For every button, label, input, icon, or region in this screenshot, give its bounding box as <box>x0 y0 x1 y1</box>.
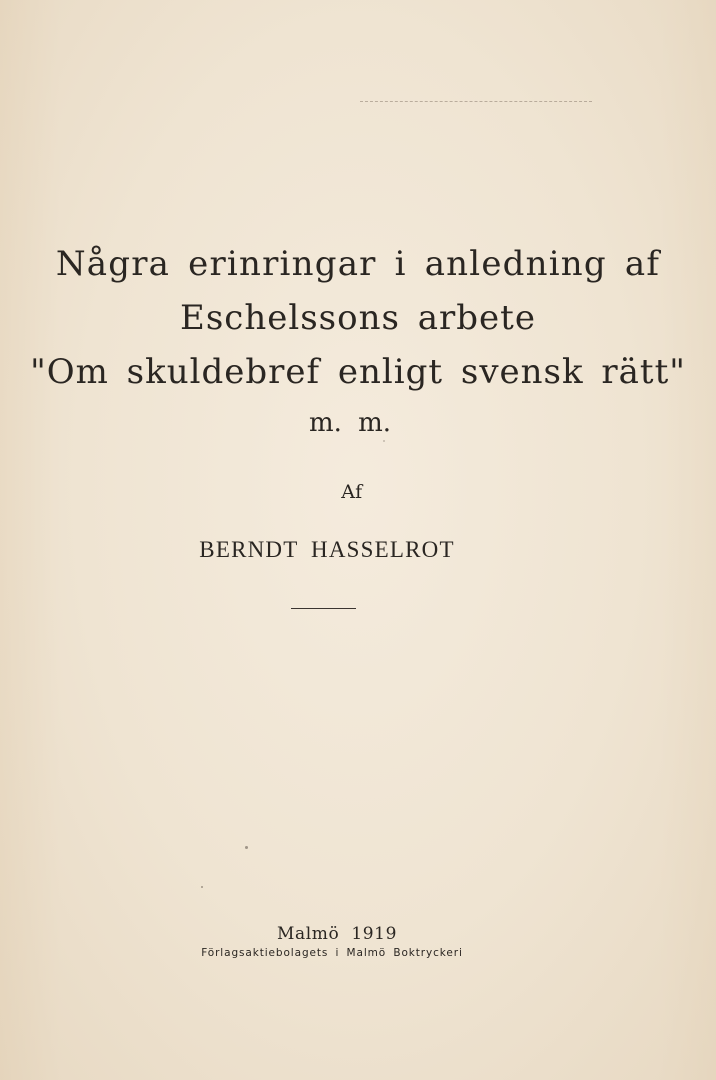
imprint-printer: Förlagsaktiebolagets i Malmö Boktryckeri <box>201 947 463 959</box>
paper-speck <box>201 886 203 888</box>
title-line-1: Några erinringar i anledning af <box>55 244 661 284</box>
paper-speck <box>245 846 248 849</box>
imprint-place-year: Malmö 1919 <box>276 924 397 944</box>
author-name: BERNDT HASSELROT <box>199 537 455 562</box>
byline: Af <box>341 481 363 503</box>
title-line-4: m. m. <box>308 408 392 438</box>
title-line-2: Eschelssons arbete <box>180 298 536 338</box>
divider-rule <box>291 608 356 609</box>
title-line-3: "Om skuldebref enligt svensk rätt" <box>30 352 686 392</box>
faint-dotted-rule <box>360 101 592 102</box>
paper-speck <box>383 440 385 442</box>
